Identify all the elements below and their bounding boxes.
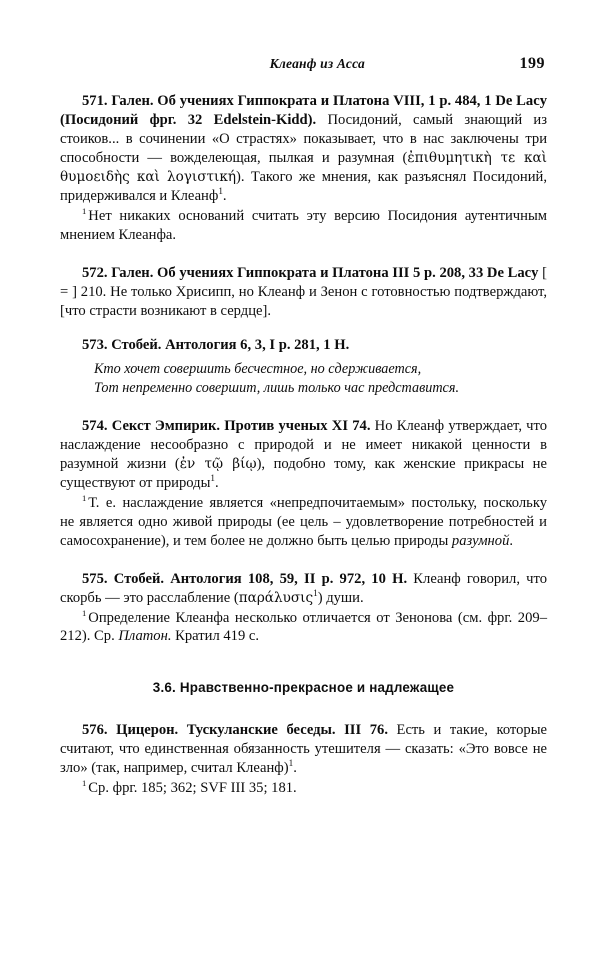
fragment-575-body-1: Клеанф говорил, что скорбь — это расслабление (: [60, 570, 547, 606]
fragment-574-note-text-1: Т. е. наслаждение является «непредпочитаемым» постольку, поскольку не является одно живой природы (ее цель – удовлетворение потребностей и самосохранение), и тем более не должно быть целью природы: [60, 494, 547, 549]
fragment-573-text: [60, 336, 547, 355]
page-content: [60, 92, 547, 798]
fragment-574-body-1: Но Клеанф утверждает, что наслаждение несообразно с природой и не имеет никакой ценности в разумной жизни (: [60, 417, 547, 472]
fragment-571-lead: 571. Гален. Об учениях Гиппократа и Платона VIII, 1 p. 484, 1 De Lacy (Посидоний фрг. 32 Edelstein-Kidd).: [60, 93, 547, 128]
fragment-572-body-1: [ = ] 210. Не только Хрисипп, но Клеанф и Зенон с готовностью подтверждают, [что страсти возникают в сердце].: [60, 264, 547, 319]
fragment-574-greek-1: ἐν τῷ βίῳ: [179, 455, 257, 472]
page-number: 199: [519, 55, 545, 72]
fragment-574: [60, 417, 547, 551]
fragment-575-note-marker: 1: [82, 607, 87, 618]
fragment-576: [60, 721, 547, 798]
fragment-576-body-1: Есть и такие, которые считают, что единственная обязанность утешителя — сказать: «Это вовсе не зло» (так, например, считал Клеанф): [60, 722, 547, 777]
fragment-576-footnote-marker: 1: [288, 758, 294, 769]
fragment-576-lead: 576. Цицерон. Тускуланские беседы. III 76.: [82, 722, 388, 739]
fragment-573: [60, 336, 547, 398]
fragment-576-body-2: .: [293, 760, 297, 777]
fragment-575-note-text-1: Определение Клеанфа несколько отличается от Зенонова (см. фрг. 209–212). Ср.: [60, 609, 547, 645]
spacer: [60, 245, 547, 264]
spacer: [60, 551, 547, 570]
fragment-571-note-text: Нет никаких оснований считать эту версию Посидония аутентичным мнением Клеанфа.: [60, 207, 547, 243]
running-title: Клеанф из Асса: [269, 56, 365, 71]
spacer: [60, 321, 547, 336]
fragment-575-lead: 575. Стобей. Антология 108, 59, II p. 972, 10 H.: [82, 570, 408, 587]
fragment-575-text: [60, 570, 547, 608]
fragment-573-lead: 573. Стобей. Антология 6, 3, I p. 281, 1 H.: [82, 336, 350, 353]
fragment-571-body-1: Посидоний, самый знающий из стоиков... в сочинении «О страстях» показывает, что в нас заключены три способности — вожделеющая, пылкая и разумная (: [60, 111, 547, 166]
fragment-574-note-text-2: .: [509, 532, 514, 549]
fragment-572: [60, 264, 547, 321]
fragment-571-body-2: ). Такого же мнения, как разъяснял Посидоний, придерживался и Клеанф: [60, 168, 547, 204]
fragment-574-lead: 574. Секст Эмпирик. Против ученых XI 74.: [82, 417, 371, 434]
fragment-571-body-3: .: [222, 187, 227, 204]
fragment-576-note-text: Ср. фрг. 185; 362; SVF III 35; 181.: [88, 780, 297, 797]
verse-line-2: Тот непременно совершит, лишь только час представится.: [94, 380, 460, 397]
fragment-575-note: [60, 608, 547, 647]
fragment-574-body-3: .: [215, 474, 219, 491]
fragment-575-body-2: ) души.: [317, 589, 364, 606]
fragment-575: [60, 570, 547, 647]
fragment-576-note-marker: 1: [82, 778, 87, 789]
section-heading: 3.6. Нравственно-прекрасное и надлежащее: [152, 680, 455, 696]
fragment-571: [60, 92, 547, 245]
spacer: [60, 646, 547, 680]
fragment-573-verse: [60, 360, 547, 397]
fragment-574-note-italic: разумной: [451, 532, 510, 549]
fragment-571-footnote-marker: 1: [218, 185, 223, 196]
spacer: [60, 398, 547, 417]
page-header: [60, 55, 545, 73]
fragment-574-note: [60, 493, 547, 551]
fragment-572-text: [60, 264, 547, 321]
fragment-576-note: [60, 778, 547, 798]
fragment-574-note-marker: 1: [82, 492, 87, 503]
fragment-576-text: [60, 721, 547, 778]
fragment-574-text: [60, 417, 547, 493]
fragment-575-greek-1: παράλυσις: [238, 589, 314, 606]
fragment-572-lead: 572. Гален. Об учениях Гиппократа и Платона III 5 p. 208, 33 De Lacy: [82, 264, 539, 281]
fragment-574-footnote-marker: 1: [210, 473, 215, 483]
fragment-575-note-italic: Платон.: [118, 628, 172, 645]
verse-line-1: Кто хочет совершить бесчестное, но сдерживается,: [94, 361, 422, 378]
fragment-575-note-text-2: Кратил 419 c.: [171, 628, 260, 645]
fragment-571-note: [60, 206, 547, 245]
fragment-571-note-marker: 1: [82, 205, 87, 216]
spacer: [60, 695, 547, 721]
fragment-571-text: [60, 92, 547, 206]
fragment-571-greek-1: ἐπιθυμητικὴ τε καὶ θυμοειδὴς καὶ λογιστική: [60, 149, 548, 185]
fragment-574-body-2: ), подобно тому, как женские прикрасы не существуют от природы: [60, 455, 547, 491]
fragment-575-footnote-marker: 1: [313, 587, 318, 598]
